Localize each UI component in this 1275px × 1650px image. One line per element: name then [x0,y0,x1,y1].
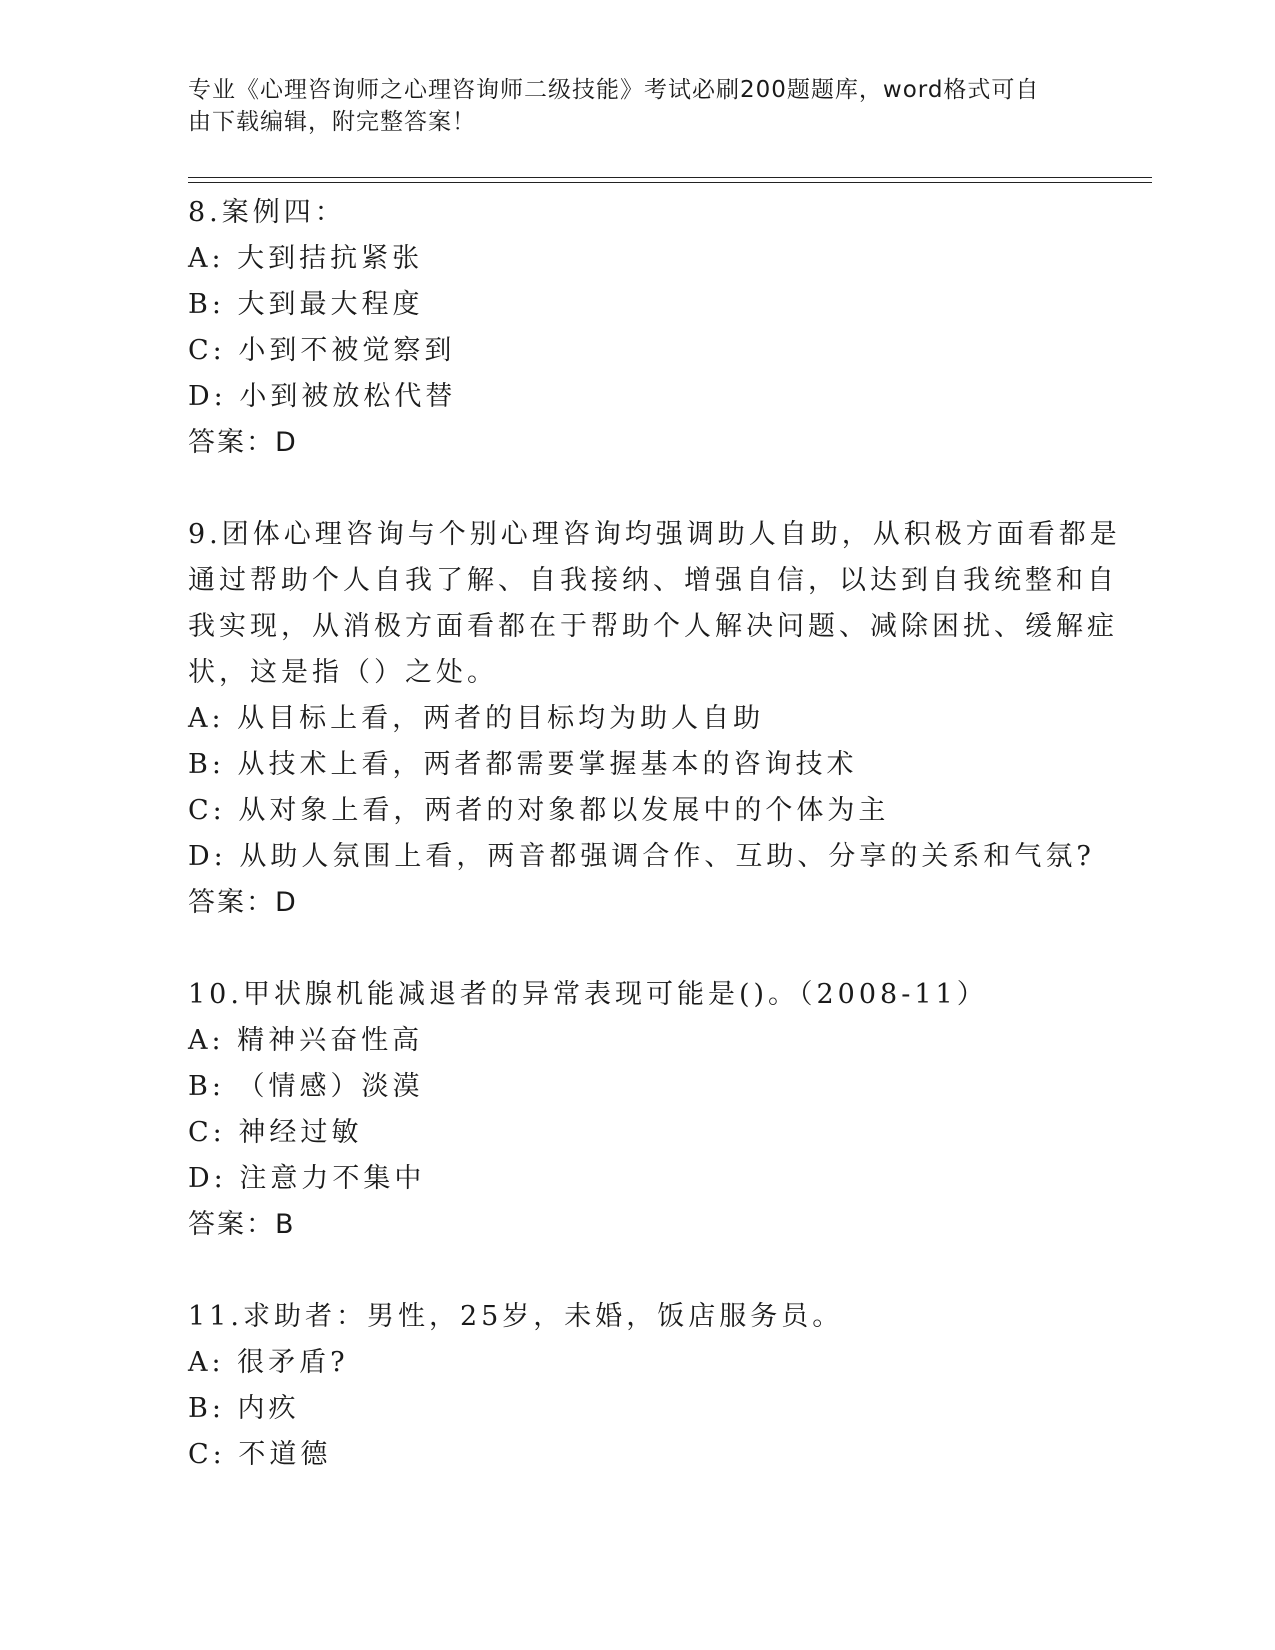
question-stem: 11.求助者：男性，25岁，未婚，饭店服务员。 [188,1301,844,1332]
option-c: C: 从对象上看，两者的对象都以发展中的个体为主 [188,795,890,826]
option-b: B: 内疚 [188,1393,300,1424]
option-b: B: 从技术上看，两者都需要掌握基本的咨询技术 [188,749,858,780]
option-a: A: 精神兴奋性高 [188,1025,424,1056]
answer-line: 答案：D [188,887,298,918]
option-d: D: 从助人氛围上看，两音都强调合作、互助、分享的关系和气氛? [188,841,1095,872]
option-a: A: 从目标上看，两者的目标均为助人自助 [188,703,765,734]
question-stem: 8.案例四： [188,197,346,228]
document-header [188,74,1068,138]
question-10 [188,972,1088,1248]
option-c: C: 不道德 [188,1439,332,1470]
question-8 [188,190,1088,466]
header-line-2: 由下载编辑，附完整答案！ [188,109,476,135]
option-a: A: 大到拮抗紧张 [188,243,424,274]
option-b: B: （情感）淡漠 [188,1071,424,1102]
option-d: D: 小到被放松代替 [188,381,457,412]
question-stem: 10.甲状腺机能减退者的异常表现可能是()。（2008-11） [188,979,988,1010]
option-a: A: 很矛盾? [188,1347,349,1378]
question-stem-line-2: 通过帮助个人自我了解、自我接纳、增强自信，以达到自我统整和自 [188,565,1118,596]
option-d: D: 注意力不集中 [188,1163,426,1194]
option-c: C: 神经过敏 [188,1117,363,1148]
option-b: B: 大到最大程度 [188,289,424,320]
question-11 [188,1294,1088,1478]
option-c: C: 小到不被觉察到 [188,335,456,366]
answer-line: 答案：D [188,427,298,458]
question-list [188,190,1121,1524]
question-9 [188,512,1121,926]
header-divider-top [188,177,1152,178]
question-stem-line-3: 我实现，从消极方面看都在于帮助个人解决问题、减除困扰、缓解症 [188,611,1118,642]
header-line-1: 专业《心理咨询师之心理咨询师二级技能》考试必刷200题题库，word格式可自 [188,77,1040,103]
question-stem-line-4: 状，这是指（）之处。 [188,657,498,688]
answer-line: 答案：B [188,1209,296,1240]
header-divider-bottom [188,182,1152,183]
question-stem-line-1: 9.团体心理咨询与个别心理咨询均强调助人自助，从积极方面看都是 [188,519,1121,550]
